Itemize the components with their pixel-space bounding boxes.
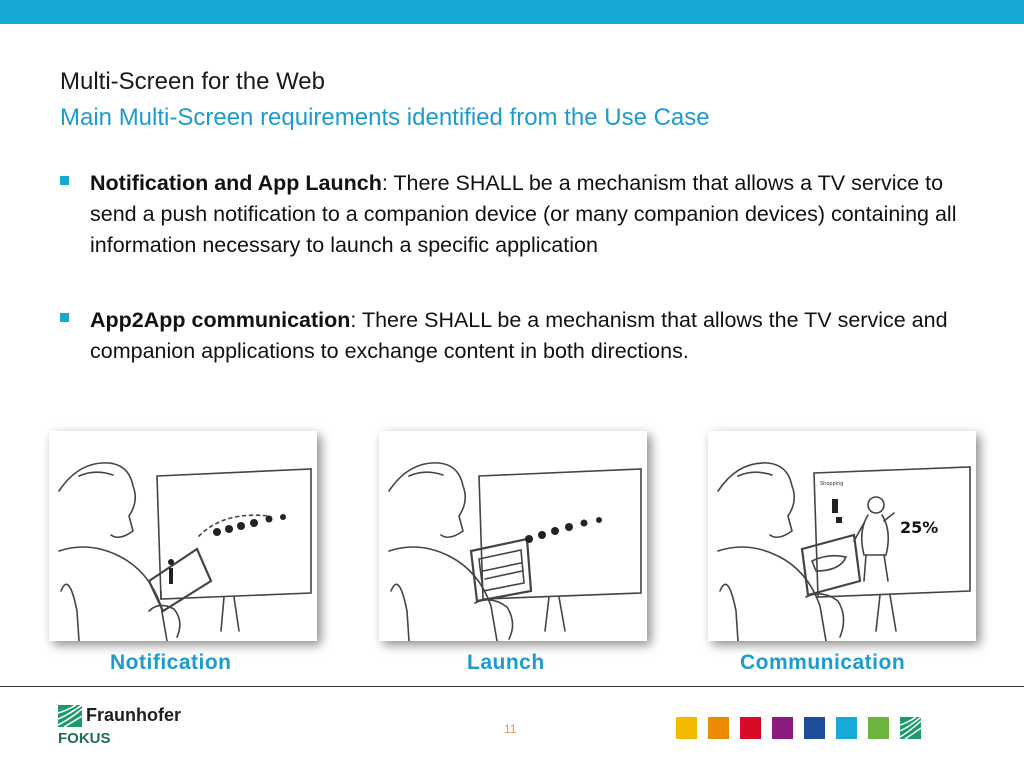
bullet-square-icon <box>60 305 90 367</box>
bullet-body: : There SHALL be a mechanism that allows the TV service and companion applications to exchange content in both directions. <box>90 308 948 363</box>
caption-communication: Communication <box>740 651 906 674</box>
bullet-item <box>60 305 970 367</box>
fraunhofer-logo <box>58 705 181 727</box>
footer-divider <box>0 686 1024 687</box>
color-swatch-row <box>676 717 932 739</box>
logo-text: Fraunhofer <box>86 705 182 725</box>
notification-image-panel <box>49 431 317 641</box>
bullet-body: : There SHALL be a mechanism that allows a TV service to send a push notification to a companion device (or many companion devices) containing all information necessary to launch a specific application <box>90 171 957 257</box>
swatch-logo-icon <box>900 717 921 739</box>
page-number: 11 <box>504 722 517 736</box>
swatch-cyan <box>836 717 857 739</box>
bullet-item <box>60 168 970 261</box>
bullet-list <box>60 168 970 411</box>
swatch-orange <box>708 717 729 739</box>
swatch-purple <box>772 717 793 739</box>
logo-subtext: FOKUS <box>58 730 111 747</box>
bullet-heading: Notification and App Launch <box>90 171 382 195</box>
swatch-green <box>868 717 889 739</box>
swatch-red <box>740 717 761 739</box>
fraunhofer-logo-icon <box>58 705 82 727</box>
sketch-communication-icon <box>708 431 976 641</box>
caption-notification: Notification <box>110 651 232 674</box>
tv-screen-label: Shopping <box>820 481 844 487</box>
discount-badge: 25% <box>900 518 939 537</box>
sketch-notification-icon <box>49 431 317 641</box>
communication-image-panel <box>708 431 976 641</box>
caption-launch: Launch <box>467 651 545 674</box>
swatch-yellow <box>676 717 697 739</box>
bullet-square-icon <box>60 168 90 261</box>
bullet-text <box>90 305 970 367</box>
bullet-heading: App2App communication <box>90 308 351 332</box>
swatch-blue <box>804 717 825 739</box>
bullet-text <box>90 168 970 261</box>
launch-image-panel <box>379 431 647 641</box>
slide-subtitle: Main Multi-Screen requirements identified from the Use Case <box>60 104 710 131</box>
sketch-launch-icon <box>379 431 647 641</box>
top-accent-bar <box>0 0 1024 24</box>
slide-title: Multi-Screen for the Web <box>60 68 325 95</box>
